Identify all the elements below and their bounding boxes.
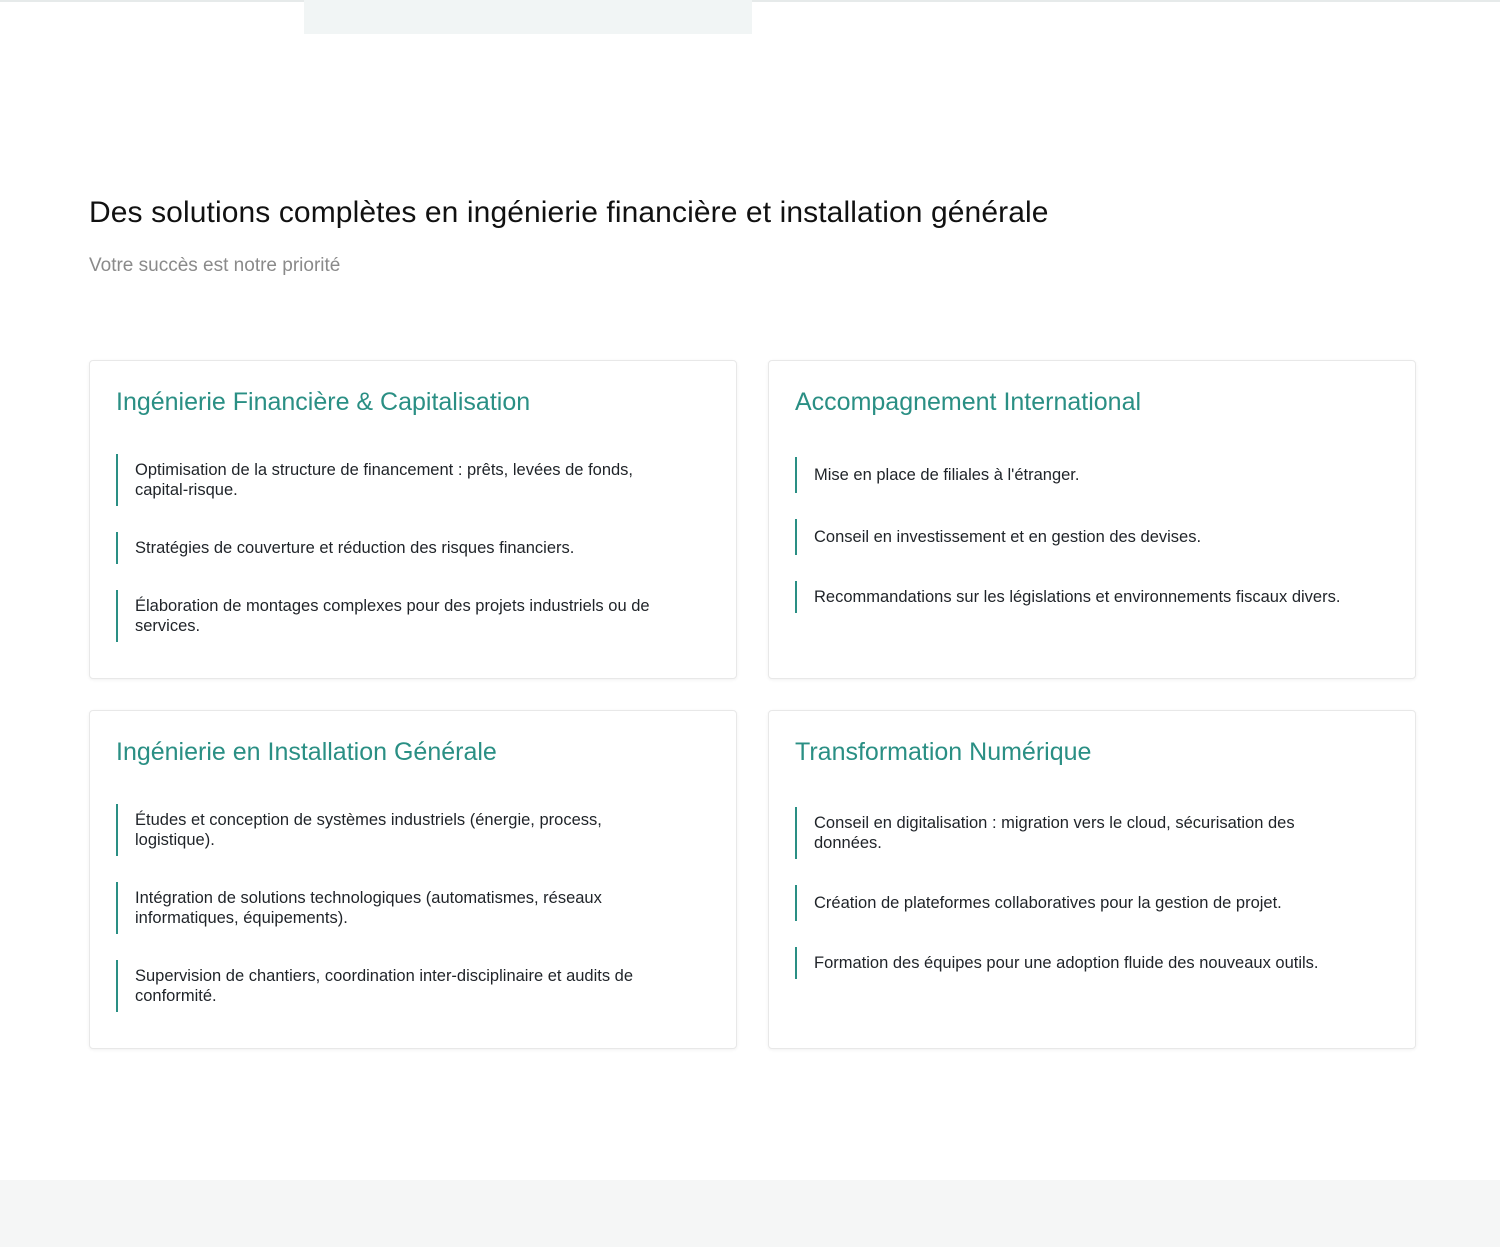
card-general-installation xyxy=(89,710,737,1049)
card-list xyxy=(795,807,1389,979)
list-item: Mise en place de filiales à l'étranger. xyxy=(795,457,1389,493)
section-title: Des solutions complètes en ingénierie financière et installation générale xyxy=(89,196,1049,229)
card-title: Ingénierie Financière & Capitalisation xyxy=(116,388,531,416)
list-item: Recommandations sur les législations et environnements fiscaux divers. xyxy=(795,581,1389,613)
list-item: Supervision de chantiers, coordination inter-disciplinaire et audits de conformité. xyxy=(116,960,710,1012)
card-financial-engineering xyxy=(89,360,737,679)
top-tab-remnant xyxy=(304,0,752,34)
card-title: Ingénierie en Installation Générale xyxy=(116,738,497,766)
list-item: Stratégies de couverture et réduction des risques financiers. xyxy=(116,532,710,564)
list-item: Intégration de solutions technologiques (automatismes, réseaux informatiques, équipements). xyxy=(116,882,710,934)
card-list xyxy=(116,804,710,1012)
card-title: Transformation Numérique xyxy=(795,738,1092,766)
footer-band xyxy=(0,1180,1500,1247)
card-list xyxy=(116,454,710,642)
section-subtitle: Votre succès est notre priorité xyxy=(89,255,341,276)
list-item: Formation des équipes pour une adoption fluide des nouveaux outils. xyxy=(795,947,1389,979)
card-international-support xyxy=(768,360,1416,679)
list-item: Élaboration de montages complexes pour des projets industriels ou de services. xyxy=(116,590,710,642)
list-item: Conseil en digitalisation : migration vers le cloud, sécurisation des données. xyxy=(795,807,1389,859)
list-item: Optimisation de la structure de financement : prêts, levées de fonds, capital-risque. xyxy=(116,454,710,506)
list-item: Études et conception de systèmes industriels (énergie, process, logistique). xyxy=(116,804,710,856)
card-digital-transformation xyxy=(768,710,1416,1049)
list-item: Création de plateformes collaboratives pour la gestion de projet. xyxy=(795,885,1389,921)
card-title: Accompagnement International xyxy=(795,388,1142,416)
card-list xyxy=(795,457,1389,613)
list-item: Conseil en investissement et en gestion des devises. xyxy=(795,519,1389,555)
